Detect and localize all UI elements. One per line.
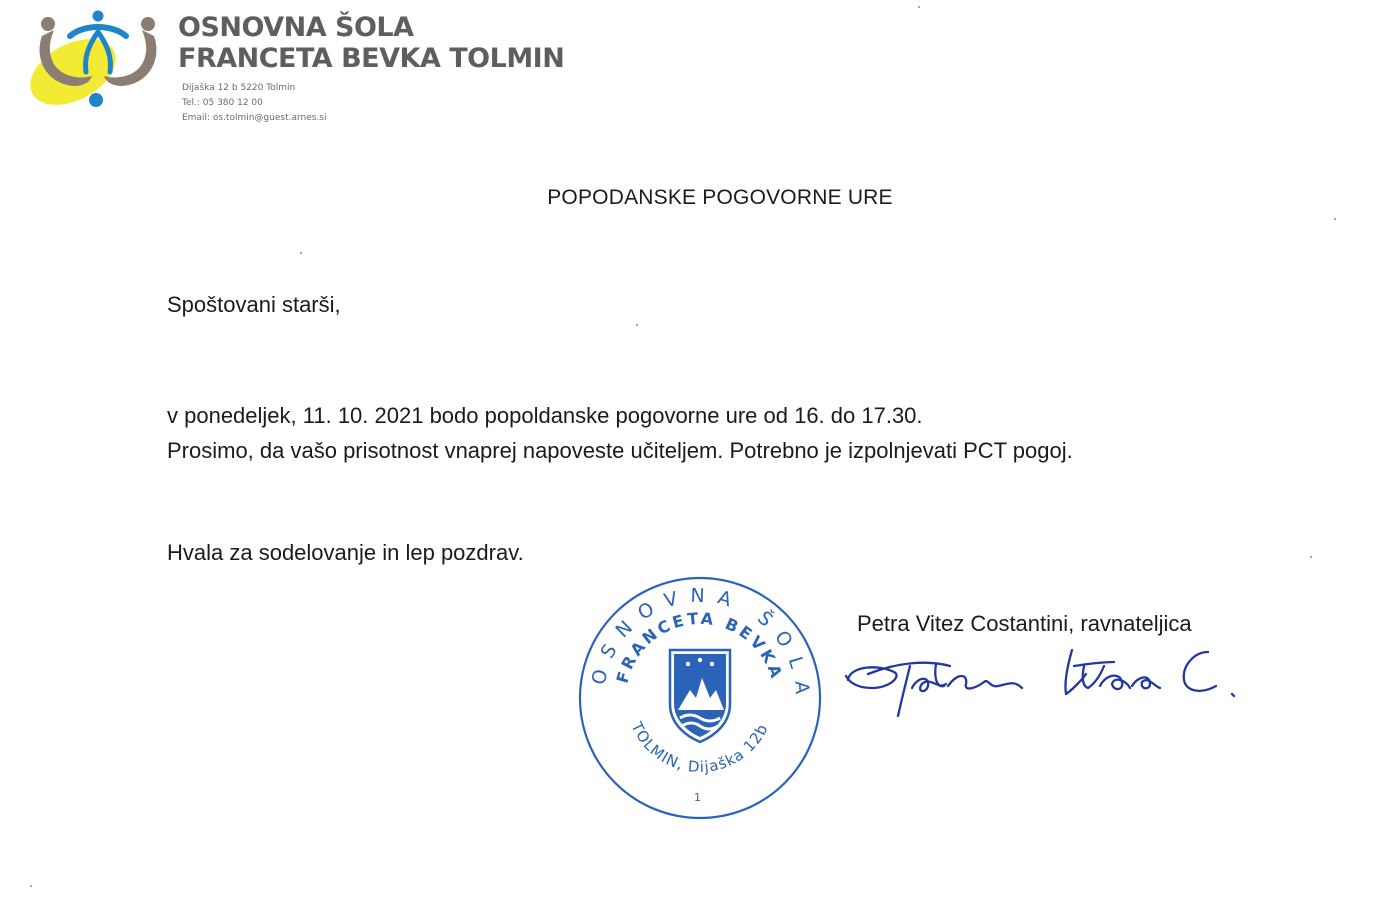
letter-title: POPODANSKE POGOVORNE URE (547, 186, 893, 209)
stamp-bottom-text: TOLMIN, Dijaška 12b (627, 719, 772, 777)
scan-speck (300, 252, 302, 254)
school-name-line2: FRANCETA BEVKA TOLMIN (178, 43, 565, 74)
school-phone: Tel.: 05 380 12 00 (182, 98, 263, 108)
logo-right-bird (141, 17, 155, 31)
scan-speck (30, 885, 32, 887)
logo-head (93, 11, 104, 22)
body-line-1: v ponedeljek, 11. 10. 2021 bodo popoldanske pogovorne ure od 16. do 17.30. (167, 403, 923, 428)
school-name (178, 12, 564, 74)
scan-speck (918, 6, 920, 8)
school-stamp (574, 572, 826, 824)
school-address: Dijaška 12 b 5220 Tolmin (182, 83, 296, 93)
logo-left-bird (41, 17, 55, 31)
scan-speck (1334, 218, 1336, 220)
school-name-line1: OSNOVNA ŠOLA (178, 12, 414, 43)
letter-body (167, 398, 1073, 468)
logo-dot (89, 93, 103, 107)
body-line-2: Prosimo, da vašo prisotnost vnaprej napoveste učiteljem. Potrebno je izpolnjevati PCT pogoj. (167, 438, 1073, 463)
closing: Hvala za sodelovanje in lep pozdrav. (167, 540, 524, 565)
signer-name: Petra Vitez Costantini, ravnateljica (857, 611, 1192, 636)
stamp-inner-text: FRANCETA BEVKA (612, 608, 787, 686)
school-contact (182, 81, 327, 126)
salutation: Spoštovani starši, (167, 292, 341, 317)
slovenia-coat-of-arms-icon (670, 650, 730, 742)
school-email: Email: os.tolmin@guest.arnes.si (182, 113, 327, 123)
school-logo (28, 6, 168, 114)
scan-speck (636, 324, 638, 326)
scan-speck (1310, 556, 1312, 558)
stamp-outer-text: OSNOVNA ŠOLA (587, 584, 814, 707)
stamp-number: 1 (694, 791, 701, 804)
handwritten-signature (838, 636, 1248, 736)
